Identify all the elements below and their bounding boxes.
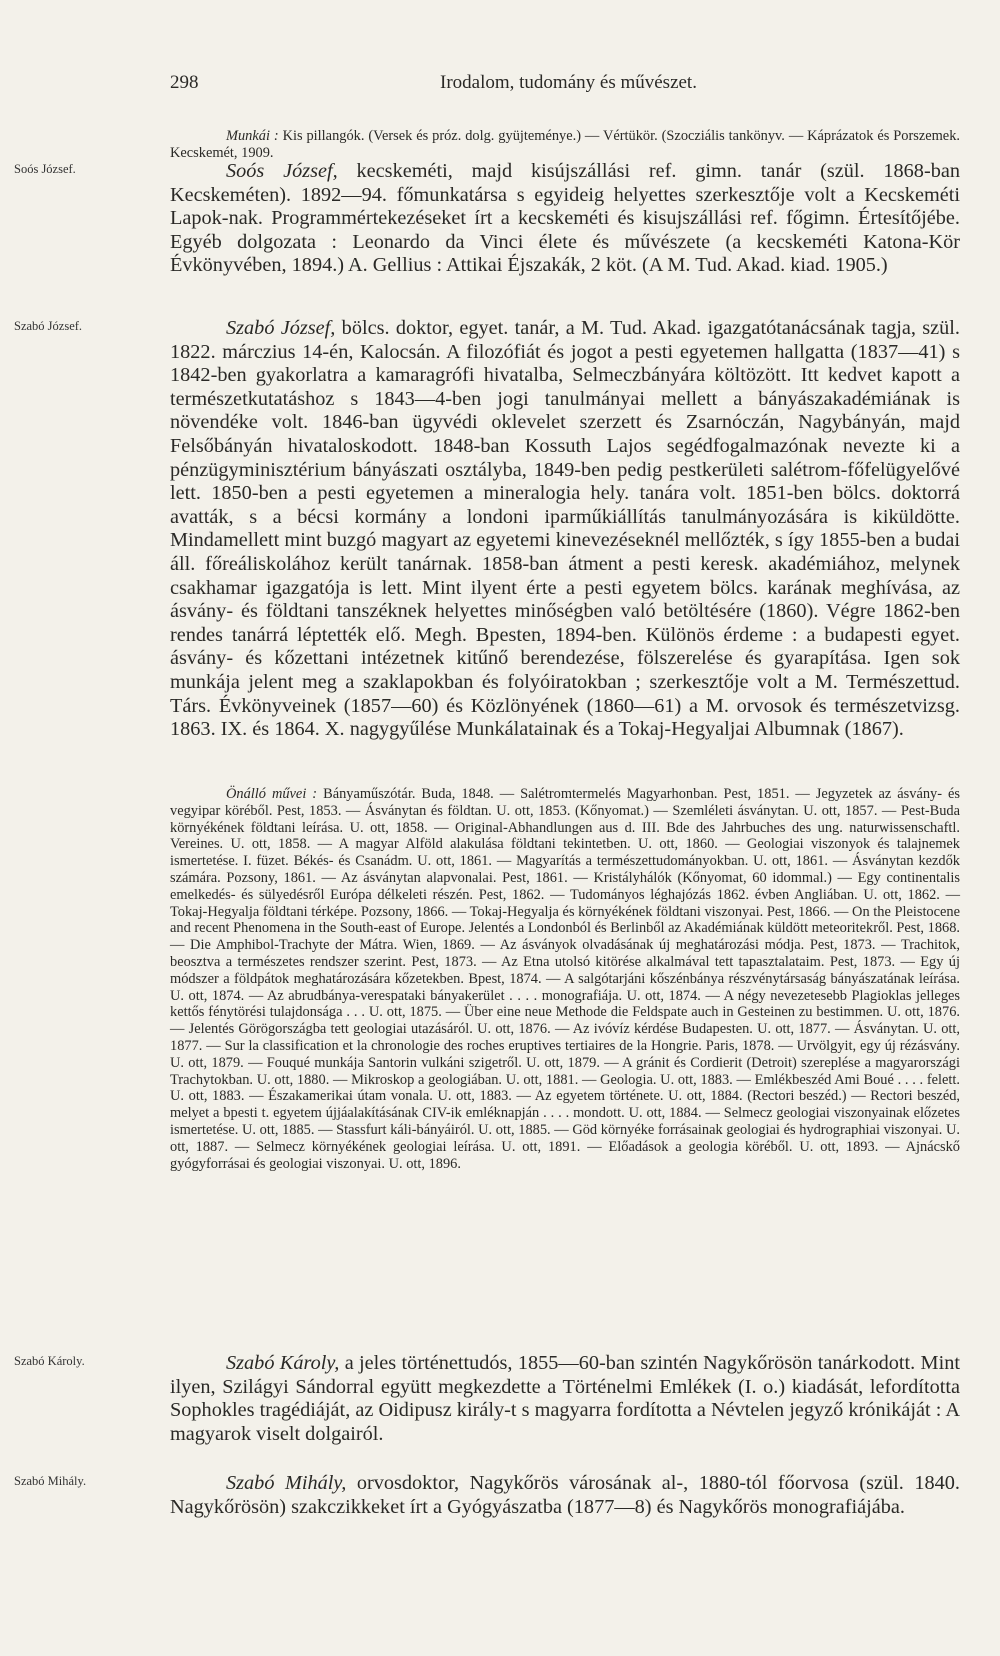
entry-soos-jozsef xyxy=(170,160,960,278)
margin-note-szabo-jozsef: Szabó József. xyxy=(14,319,83,333)
page-number: 298 xyxy=(170,72,199,93)
entry-szabo-jozsef xyxy=(170,317,960,742)
entry-text: kecskeméti, majd kisújszállási ref. gimn. tanár (szül. 1868-ban Kecskeméten). 1892—94. főmunkatársa s egyideig helyettes szerkesztője volt a Kecskeméti Lapok-nak. Programmértekezéseket írt a kecskeméti és kisujszállási ref. főgimn. Értesítőjébe. Egyéb dolgozata : Leonardo da Vinci élete és művészete (a kecskeméti Katona-Kör Évkönyvében, 1894.) A. Gellius : Attikai Éjszakák, 2 köt. (A M. Tud. Akad. kiad. 1905.) xyxy=(170,160,960,277)
entry-text: a jeles történettudós, 1855—60-ban szintén Nagykőrösön tanárkodott. Mint ilyen, Szilágyi Sándorral együtt megkezdette a Történelmi Emlékek (I. o.) kiadását, lefordította Sophokles tragédiáját, az Oidipusz király-t s magyarra fordította a Névtelen jegyző krónikáját : A magyarok viselt dolgairól. xyxy=(170,1352,960,1445)
margin-note-szabo-mihaly: Szabó Mihály. xyxy=(14,1474,87,1488)
entry-name: Szabó József, xyxy=(226,317,336,339)
running-title: Irodalom, tudomány és művészet. xyxy=(440,72,697,93)
entry-text: orvosdoktor, Nagykőrös városának al-, 1880-tól főorvosa (szül. 1840. Nagykőrösön) szakczikkeket írt a Gyógyászatba (1877—8) és Nagykőrös monografiájába. xyxy=(170,1472,960,1518)
works-label: Munkái : xyxy=(226,128,279,144)
entry-name: Soós József, xyxy=(226,160,338,182)
entry-text: bölcs. doktor, egyet. tanár, a M. Tud. Akad. igazgatótanácsának tagja, szül. 1822. márczius 14-én, Kalocsán. A filozófiát és jogot a pesti egyetemen hallgatta (1837—41) s 1842-ben gyakorlatra a kamaragrófi hivatalba, Selmeczbányára költözött. Itt kedvet kapott a természetkutatáshoz s 1843—4-ben jogi tanulmányai mellett a bányászakadémiának is növendéke volt. 1846-ban ügyvédi oklevelet szerzett és Zsarnóczán, Nagybányán, majd Felsőbányán hivataloskodott. 1848-ban Kossuth Lajos segédfogalmazónak nevezte ki a pénzügyminisztérium bányászati osztályba, 1849-ben pedig pestkerületi salétrom-főfelügyelővé lett. 1850-ben a pesti egyetemen a mineralogia hely. tanára volt. 1851-ben bölcs. doktorrá avatták, s a bécsi kormány a londoni iparműkiállítás tanulmányozására is kiküldötte. Mindamellett mint buzgó magyart az egyetemi kinevezéseknél mellőzték, s így 1855-ben a budai áll. főreáliskolához került tanárnak. 1858-ban átment a pesti keresk. akadémiához, melynek csakhamar igazgatója is lett. Mint ilyent érte a pesti egyetem bölcs. karának meghívása, az ásvány- és földtani tanszéknek helyettes minőségben való betöltésére (1860). Végre 1862-ben rendes tanárrá léptették elő. Megh. Bpesten, 1894-ben. Különös érdeme : a budapesti egyet. ásvány- és kőzettani intézetnek kitűnő berendezése, fölszerelése és gyarapítása. Igen sok munkája jelent meg a szaklapokban és folyóiratokban ; szerkesztője volt a M. Természettud. Társ. Évkönyveinek (1857—60) és Közlönyének (1860—61) a M. orvosok és természetvizsg. 1863. IX. és 1864. X. nagygyűlése Munkálatainak és a Tokaj-Hegyaljai Albumnak (1867). xyxy=(170,317,960,741)
entry-szabo-karoly xyxy=(170,1352,960,1446)
works-paragraph xyxy=(170,786,960,1172)
margin-note-soos: Soós József. xyxy=(14,162,76,176)
entry-paragraph xyxy=(170,1472,960,1519)
works-text: Bányaműszótár. Buda, 1848. — Salétromtermelés Magyarhonban. Pest, 1851. — Jegyzetek az ásvány- és vegyipar köréből. Pest, 1853. — Ásványtan és földtan. U. ott, 1853. (Kőnyomat.) — Szemléleti ásványtan. U. ott, 1857. — Pest-Buda környékének földtani leírása. U. ott, 1858. — Original-Abhandlungen aus d. III. Bde des Jahrbuches des ung. naturwissenschaftl. Vereines. U. ott, 1858. — A magyar Alföld alakulása földtani tekintetben. U. ott, 1860. — Geologiai viszonyok és talajnemek ismertetése. I. füzet. Békés- és Csanádm. U. ott, 1861. — Magyarítás a természettudományokban. U. ott, 1861. — Ásványtan kezdők számára. Pozsony, 1861. — Az ásványtan alapvonalai. Pest, 1861. — Kristályhálók (Kőnyomat, 60 idommal.) — Egy continentalis emelkedés- és sülyedésről Európa délkeleti részén. Pest, 1862. — Tudományos léghajózás 1862. évben Angliában. U. ott, 1862. — Tokaj-Hegyalja földtani térképe. Pozsony, 1866. — Tokaj-Hegyalja és környékének földtani viszonyai. Pest, 1866. — On the Pleistocene and recent Phenomena in the South-east of Europe. Jelentés a Londonból és Berlinből az Akadémiának küldött meteoritekről. Pest, 1868. — Die Amphibol-Trachyte der Mátra. Wien, 1869. — Az ásványok olvadásának új meghatározási módja. Pest, 1873. — Trachitok, beosztva a természetes rendszer szerint. Pest, 1873. — Az Etna utolsó kitörése alkalmával tett tapasztalataim. Pest, 1873. — Egy új módszer a földpátok meghatározására kőzetekben. Bpest, 1874. — A salgótarjáni kőszénbánya részvénytársaság bányászatának leírása. U. ott, 1874. — Az abrudbánya-verespataki bányakerület . . . . monografiája. U. ott, 1874. — A négy nevezetesebb Plagioklas jelleges kettős fénytörési tulajdonsága . . . U. ott, 1875. — Über eine neue Methode die Feldspate auch in Gesteinen zu bestimmen. U. ott, 1876. — Jelentés Görögországba tett geologiai utazásáról. U. ott, 1876. — Az ivóvíz kérdése Budapesten. U. ott, 1877. — Ásványtan. U. ott, 1877. — Sur la classification et la chronologie des roches eruptives tertiaires de la Hongrie. Paris, 1878. — Urvölgyit, egy új rézásvány. U. ott, 1879. — Fouqué munkája Santorin vulkáni szigetről. U. ott, 1879. — A gránit és Cordierit (Detroit) szereplése a magyarországi Trachytokban. U. ott, 1880. — Mikroskop a geologiában. U. ott, 1881. — Geologia. U. ott, 1883. — Emlékbeszéd Ami Boué . . . . felett. U. ott, 1883. — Északamerikai útam vonala. U. ott, 1883. — Az egyetem története. U. ott, 1884. (Rectori beszéd.) — Rectori beszéd, melyet a bpesti t. egyetem újjáalakításának CIV-ik emléknapján . . . . mondott. U. ott, 1884. — Selmecz geologiai viszonyainak előzetes ismertetése. U. ott, 1885. — Stassfurt káli-bányáiról. U. ott, 1885. — Göd környéke forrásainak geologiai és hydrographiai viszonyai. U. ott, 1887. — Selmecz környékének geologiai leírása. U. ott, 1891. — Előadások a geologia köréből. U. ott, 1893. — Ajnácskő gyógyforrásai és geologiai viszonyai. U. ott, 1896. xyxy=(170,786,960,1172)
entry-paragraph xyxy=(170,1352,960,1446)
prev-works-block xyxy=(170,128,960,162)
prev-works-paragraph xyxy=(170,128,960,162)
entry-name: Szabó Mihály, xyxy=(226,1472,347,1494)
entry-szabo-mihaly xyxy=(170,1472,960,1519)
szabo-jozsef-works xyxy=(170,786,960,1172)
entry-name: Szabó Károly, xyxy=(226,1352,340,1374)
entry-paragraph xyxy=(170,317,960,742)
margin-note-szabo-karoly: Szabó Károly. xyxy=(14,1354,85,1368)
entry-paragraph xyxy=(170,160,960,278)
page-header xyxy=(170,72,960,102)
works-text: Kis pillangók. (Versek és próz. dolg. gyüjteménye.) — Vértükör. (Szocziális tankönyv. — Káprázatok és Porszemek. Kecskemét, 1909. xyxy=(170,128,960,161)
works-label: Önálló művei : xyxy=(226,786,318,802)
